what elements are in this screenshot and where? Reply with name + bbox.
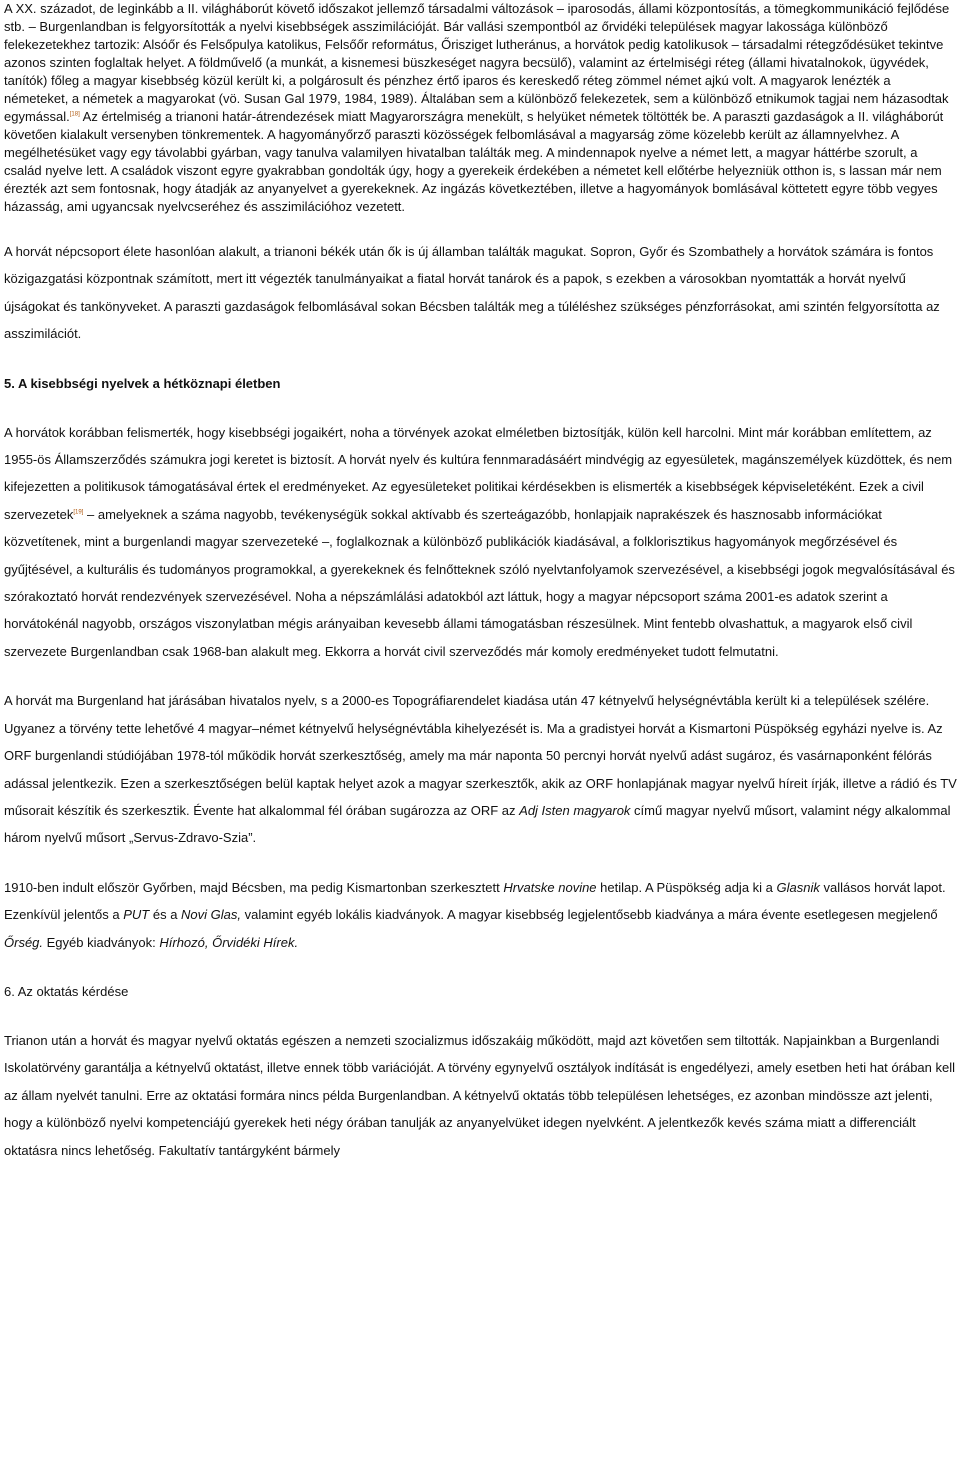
paragraph-5-text: és a bbox=[149, 907, 182, 923]
publication-title: Hírhozó, Őrvidéki Hírek. bbox=[159, 934, 299, 950]
section-6-heading: 6. Az oktatás kérdése bbox=[4, 983, 129, 999]
publication-title: PUT bbox=[123, 907, 150, 923]
footnote-18-link[interactable]: [18] bbox=[69, 111, 80, 118]
paragraph-5-text: valamint egyéb lokális kiadványok. A magyar kisebbség legjelentősebb kiadványa a mára évente esetlegesen megjelenő bbox=[241, 907, 938, 923]
section-5-heading: 5. A kisebbségi nyelvek a hétköznapi életben bbox=[4, 375, 281, 391]
paragraph-4-text-a: A horvát ma Burgenland hat járásában hivatalos nyelv, s a 2000-es Topográfiarendelet kiadása után 47 kétnyelvű helységnévtábla került ki a települések szélére. Ugyanez a törvény tette lehetővé 4 magyar–német kétnyelvű helységnévtábla kihelyezését is. Ma a gradistyei horvát a Kismartoni Püspökség egyházi nyelve is. Az ORF burgenlandi stúdiójában 1978-tól működik horvát szerkesztőség, amely ma már naponta 50 percnyi horvát nyelvű adást sugároz, és vasárnaponként félórás adással jelentkezik. Ezen a szerkesztőségen belül kaptak helyet azok a magyar szerkesztők, akik az ORF honlapjának magyar nyelvű híreit írják, illetve a rádió és TV műsorait készítik és szerkesztik. Évente hat alkalommal fél órában sugározza az ORF az bbox=[4, 693, 957, 818]
paragraph-1-intro: A XX. századot, de leginkább a II. világháborút követő időszakot jellemző társadalmi változások – iparosodás, állami központosítás, a tömegkommunikáció fejlődése stb. – Burgenlandban is felgyorsították a nyelvi kisebbségek asszimilációját. bbox=[4, 1, 950, 34]
paragraph-5-text: hetilap. A Püspökség adja ki a bbox=[596, 879, 777, 895]
paragraph-2: A horvát népcsoport élete hasonlóan alakult, a trianoni békék után ők is új államban találták magukat. Sopron, Győr és Szombathely a horvátok számára is fontos közigazgatási központnak számított, mert itt végezték tanulmányaikat a fiatal horvát tanárok és a papok, s ezekben a városokban nyomtatták a horvát nyelvű újságokat és tankönyveket. A paraszti gazdaságok felbomlásával sokan Bécsben találták meg a túléléshez szükséges pénzforrásokat, ami szintén felgyorsította az asszimilációt. bbox=[4, 244, 940, 342]
spacer bbox=[4, 397, 957, 419]
paragraph-5-text: vallásos horvát lapot. Ezenkívül jelentős a bbox=[4, 879, 946, 923]
spacer bbox=[4, 1005, 957, 1027]
document-page bbox=[4, 0, 957, 1164]
publication-title: Hrvatske novine bbox=[503, 879, 597, 895]
spacer bbox=[4, 665, 957, 687]
paragraph-6: Trianon után a horvát és magyar nyelvű oktatás egészen a nemzeti szocializmus időszakáig működött, majd azt követően sem tiltották. Napjainkban a Burgenlandi Iskolatörvény garantálja a kétnyelvű oktatást, illetve ennek több variációját. A törvény egynyelvű osztályok indítását is engedélyezi, amely esetben heti hat órában kell az állam nyelvét tanulni. Erre az oktatási formára nincs példa Burgenlandban. A kétnyelvű oktatás több településen lehetséges, ez azonban mindössze azt jelenti, hogy a különböző nyelvi kompetenciájú gyerekek heti négy órában tanulják az anyanyelvüket idegen nyelvként. A jelentkezők kevés száma miatt a differenciált oktatásra nincs lehetőség. Fakultatív tantárgyként bármely bbox=[4, 1032, 955, 1158]
paragraph-1-text-a: Bár vallási szempontból az őrvidéki települések magyar lakossága különböző felekezetekhez tartozik: Alsóőr és Felsőpulya katolikus, Felsőőr református, Őrisziget lutheránus, a horvátok pedig katolikusok – társadalmi rétegződésüket tekintve azonos szinten foglaltak helyet. A földművelő (a munkát, a kisnemesi büszkeséget nagyra becsülő), valamint az értelmiségi réteg (állami hivatalnokok, ügyvédek, tanítók) főleg a magyar kisebbség közül került ki, a polgárosult és pénzhez értő iparos és kereskedő réteg zömmel német ajkú volt. A magyarok lenézték a németeket, a németek a magyarokat (vö. Susan Gal 1979, 1984, 1989). Általában sem a különböző felekezetek, sem a különböző etnikumok tagjai nem házasodtak egymással. bbox=[4, 19, 949, 124]
spacer bbox=[4, 216, 957, 238]
publication-title: Őrség. bbox=[4, 934, 44, 950]
publication-title: Novi Glas, bbox=[181, 907, 241, 923]
paragraph-5-text: 1910-ben indult először Győrben, majd Bécsben, ma pedig Kismartonban szerkesztett bbox=[4, 879, 504, 895]
spacer bbox=[4, 956, 957, 978]
paragraph-1-text-b: Az értelmiség a trianoni határ-átrendezések miatt Magyarországra menekült, s helyüket németek töltötték be. A paraszti gazdaságok a II. világháborút követően kialakult versenyben tönkrementek. A hagyományőrző paraszti közösségek felbomlásával a magyarság zöme közelebb került az államnyelvhez. A megélhetésüket vagy egy távolabbi gyárban, vagy tanulva valamilyen hivatalban találták meg. A mindennapok nyelve a német lett, a magyar háttérbe szorult, a család nyelve lett. A családok viszont egyre gyakrabban gondolták úgy, hogy a gyerekeik érdekében a németet kell előtérbe helyezniük otthon is, s lassan már nem érezték azt sem fontosnak, hogy átadják az anyanyelvet a gyerekeknek. Az ingázás következtében, illetve a hagyományok bomlásával köttetett egyre több vegyes házasság, ami ugyancsak nyelvcseréhez és asszimilációhoz vezetett. bbox=[4, 109, 944, 214]
paragraph-5-text: Egyéb kiadványok: bbox=[43, 934, 160, 950]
paragraph-4 bbox=[4, 687, 957, 851]
paragraph-3 bbox=[4, 419, 957, 666]
paragraph-3-text-b: – amelyeknek a száma nagyobb, tevékenységük sokkal aktívabb és szerteágazóbb, honlapjaik naprakészek és hasznosabb információkat közvetítenek, mint a burgenlandi magyar szervezeteké –, foglalkoznak a különböző publikációk kiadásával, a folklorisztikus hagyományok megőrzésével és gyűjtésével, a kulturális és tudományos programokkal, a gyerekeknek és felnőtteknek szóló nyelvtanfolyamok szervezésével, a kisebbségi jogok megvalósításával és szórakoztató horvát rendezvények szervezésével. Noha a népszámlálási adatokból azt láttuk, hogy a magyar népcsoport száma 2001-es adatok szerint a horvátokénál nagyobb, országos viszonylatban mégis arányaiban kevesebb állami támogatásban részesülnek. Mint fentebb olvashattuk, a magyarok első civil szervezete Burgenlandban csak 1968-ban alakult meg. Ekkorra a horvát civil szerveződés már komoly eredményeket tudott felmutatni. bbox=[4, 506, 955, 659]
paragraph-4-text-b: című magyar nyelvű műsort, valamint négy alkalommal három nyelvű műsort „Servus-Zdravo-Szia”. bbox=[4, 802, 951, 846]
program-title: Adj Isten magyarok bbox=[519, 802, 631, 818]
spacer bbox=[4, 852, 957, 874]
spacer bbox=[4, 348, 957, 370]
paragraph-5 bbox=[4, 874, 957, 956]
paragraph-3-text-a: A horvátok korábban felismerték, hogy kisebbségi jogaikért, noha a törvények azokat elméletben biztosítják, külön kell harcolni. Mint már korábban említettem, az 1955-ös Államszerződés számukra jogi keretet is biztosít. A horvát nyelv és kultúra fennmaradásáért mindvégig az egyesületek, magánszemélyek küzdöttek, és nem kifejezetten a politikusok támogatásával értek el eredményeket. Az egyesületeket politikai kérdésekben is elismerték a kisebbségek képviseletéként. Ezek a civil szervezetek bbox=[4, 424, 953, 522]
publication-title: Glasnik bbox=[776, 879, 820, 895]
paragraph-1 bbox=[4, 0, 957, 216]
footnote-19-link[interactable]: [19] bbox=[73, 509, 84, 516]
